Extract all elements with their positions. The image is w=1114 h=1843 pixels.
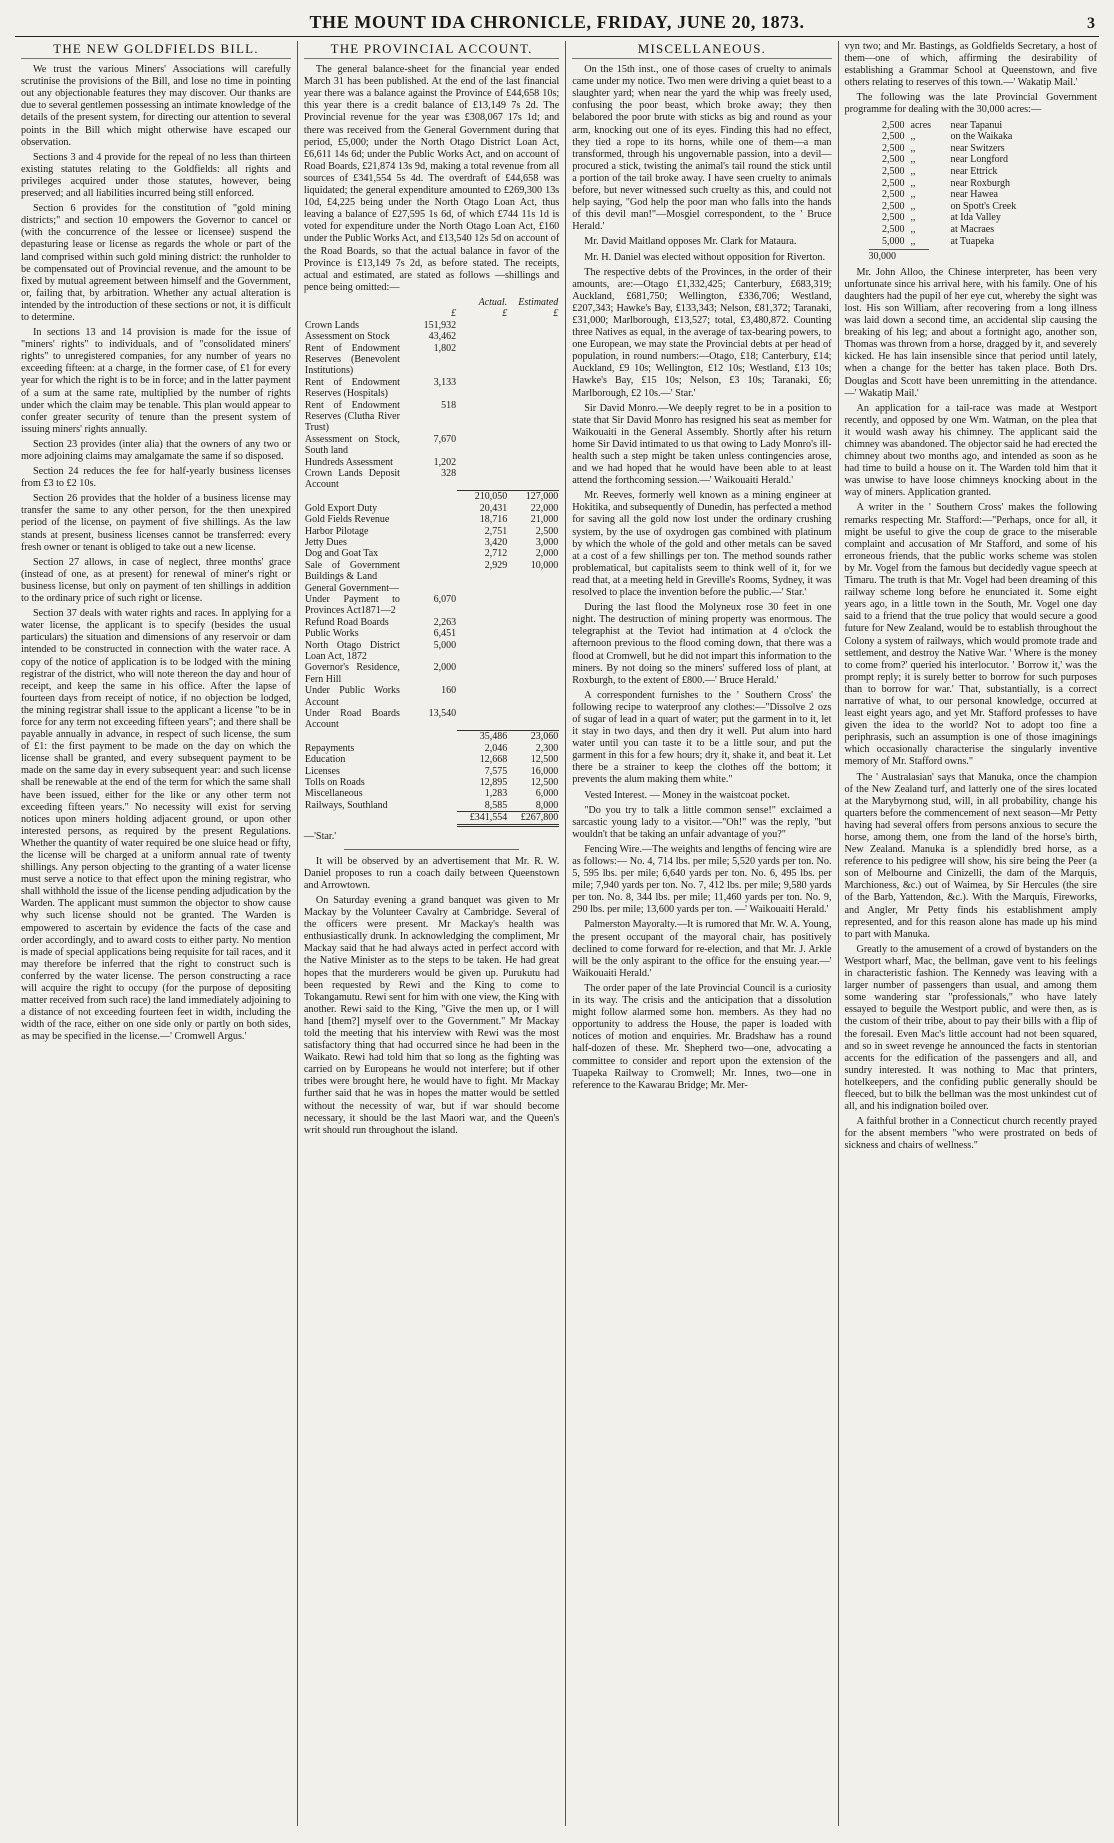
acres-unit: ,, bbox=[910, 165, 916, 177]
account-subvalue: 7,670 bbox=[433, 433, 457, 445]
account-actual: 12,668 bbox=[479, 754, 508, 766]
acres-place: at Ida Valley bbox=[950, 212, 1001, 224]
account-subvalue: 13,540 bbox=[428, 708, 457, 719]
acres-place: near Tapanui bbox=[950, 119, 1003, 131]
account-subvalue: 328 bbox=[441, 467, 457, 479]
subtotal-estimated: 127,000 bbox=[508, 491, 559, 503]
subtotal-actual: 35,486 bbox=[457, 731, 508, 743]
account-item: Rent of Endowment Reserves (Clutha River Trust) bbox=[304, 399, 400, 434]
account-item: Gold Fields Revenue bbox=[304, 514, 390, 526]
acres-unit: ,, bbox=[910, 142, 916, 154]
paragraph: In sections 13 and 14 provision is made for the issue of "miners' rights" to individuals, and of "consolidated miners' rights" to unregistered companies, for any number of years no exceeding fifteen: at a charge, in the former case, of £1 for every year for which the right is to be in force; and in the latter payment of a sum at the same rate, multiplied by the number of rights under which the claim may be tenable. This plan would appear to confer greater security of tenure than the present system of issuing miners' rights annually. bbox=[21, 327, 291, 435]
acres-amount: 2,500 bbox=[882, 212, 905, 224]
acres-unit: ,, bbox=[910, 189, 916, 201]
account-item: Crown Lands bbox=[304, 319, 360, 331]
account-actual: 2,046 bbox=[484, 742, 508, 754]
account-table-body bbox=[304, 297, 559, 825]
acres-row bbox=[869, 120, 1097, 132]
acres-place: on the Waikaka bbox=[950, 131, 1013, 143]
acres-amount: 2,500 bbox=[882, 223, 905, 235]
account-subvalue: 151,932 bbox=[423, 319, 457, 331]
account-item: Dog and Goat Tax bbox=[304, 548, 379, 560]
account-estimated: 10,000 bbox=[530, 559, 559, 571]
account-item: Repayments bbox=[304, 742, 355, 754]
account-row bbox=[304, 788, 559, 799]
account-row bbox=[304, 503, 559, 514]
account-row bbox=[304, 377, 559, 400]
divider bbox=[344, 849, 519, 850]
account-row bbox=[304, 548, 559, 559]
acres-row bbox=[869, 131, 1097, 143]
col-actual: Actual. bbox=[478, 296, 508, 308]
account-item: Education bbox=[304, 754, 346, 766]
paragraph: On Saturday evening a grand banquet was given to Mr Mackay by the Volunteer Cavalry at Cambridge. Several of the officers were present. Mr Mackay's health was enthusiastically drunk. In acknowledging the compliment, Mr Mackay said that he had always acted in perfect accord with the Native Minister as to the steps to be taken. He had great hopes that the murderers would be given up. Purukutu had been requested by Rewi and the King to come to Tokangamutu. Rewi sent for him with one view, the King with another. Rewi said to the King, "Give the men up, or I will hand [them?] myself over to the Government." Mr Mackay told the meeting that his interview with Rewi was the most satisfactory thing that had occurred since he had been in the Waikato. Rewi had told him that so long as the fighting was carried on by Europeans he would not interfere; but if other tribes were brought here, he would have to fight. Mr Mackay further said that he was in hopes the matter would be settled without the necessity of war, but if war should become necessary, it should be the last Maori war, and the Queen's writ should run throughout the island. bbox=[303, 894, 560, 1136]
acres-row bbox=[869, 224, 1097, 236]
account-subvalue: 2,263 bbox=[433, 616, 457, 628]
column-four bbox=[838, 41, 1099, 1826]
account-actual: 7,575 bbox=[484, 765, 508, 777]
account-subtotal-row bbox=[304, 731, 559, 743]
columns bbox=[15, 41, 1099, 1826]
currency-sign: £ bbox=[502, 308, 508, 320]
paragraph: Section 6 provides for the constitution of "gold mining districts;" and section 10 empowers the Governor to cancel or (with the concurrence of the lessee or licensee) suspend the depasturing lease or license as regards the whole or part of the land comprised within such gold mining district: the runholder to be compensated out of Provincial revenue, and the amount to be fixed by mutual agreement between himself and the Government, or, failing that, by arbitration. Whether any actual alteration is intended by the introduction of these sections or not, it is difficult to determine. bbox=[21, 203, 291, 323]
paragraph: The order paper of the late Provincial Council is a curiosity in its way. The crisis and the anticipation that a dissolution might follow alarmed some hon. members. As they had no opportunity to address the House, the paper is loaded with notices of motion and enquiries. Mr. Bradshaw has a round half-dozen of these. Mr. Shepherd two—one, advocating a committee to consider and report upon the extension of the Tuapeka Railway to Cromwell; Mr. Innes, two—one in reference to the Kawarau Bridge; Mr. Mer- bbox=[572, 982, 832, 1091]
account-item: Gold Export Duty bbox=[304, 502, 378, 514]
account-actual: 12,895 bbox=[479, 776, 508, 788]
subtotal-estimated: 23,060 bbox=[508, 731, 559, 743]
paragraph: Mr. H. Daniel was elected without opposition for Riverton. bbox=[584, 251, 826, 263]
currency-sign: £ bbox=[553, 308, 559, 320]
acres-amount: 2,500 bbox=[882, 142, 905, 154]
acres-unit: ,, bbox=[910, 131, 916, 143]
account-subvalue: 1,202 bbox=[433, 456, 457, 468]
account-estimated: 22,000 bbox=[530, 502, 559, 514]
acres-amount: 2,500 bbox=[882, 177, 905, 189]
paragraph: A correspondent furnishes to the ' Southern Cross' the following recipe to waterproof any clothes:—"Dissolve 2 ozs of sugar of lead in a quart of water; put the garment in to it, let it stay in two days, and then dry it well. Put alum into hard water until you can taste it to be a little sour, and put the garment in this for a few hours; dry it, shake it, and beat it. Let there be a strainer to keep the clothes off the bottom; it prevents the alum making them white." bbox=[572, 689, 832, 786]
account-subvalue: 1,802 bbox=[433, 342, 457, 354]
newspaper-title: THE MOUNT IDA CHRONICLE, FRIDAY, JUNE 20, 1873. bbox=[309, 12, 805, 32]
acres-total: 30,000 bbox=[869, 249, 929, 263]
paragraph: Section 23 provides (inter alia) that the owners of any two or more adjoining claims may amalgamate the same if so disposed. bbox=[21, 438, 291, 462]
acres-row bbox=[869, 201, 1097, 213]
paragraph: Section 27 allows, in case of neglect, three months' grace (instead of one, as at present) for renewal of miner's right or business license, but only on payment of ten shillings in addition to the ordinary price of such right or license. bbox=[21, 556, 291, 605]
acres-row bbox=[869, 166, 1097, 178]
subtotal-actual: 210,050 bbox=[457, 491, 508, 503]
grand-total-actual: £341,554 bbox=[457, 812, 508, 825]
paragraph: "Do you try to talk a little common sense!" exclaimed a sarcastic young lady to a visitor.—"Oh!" was the reply, "but wouldn't that be taking an unfair advantage of you?" bbox=[572, 804, 832, 840]
account-subvalue: 160 bbox=[441, 685, 457, 697]
acres-place: near Longford bbox=[950, 154, 1008, 166]
account-estimated: 2,500 bbox=[535, 525, 559, 537]
account-row bbox=[304, 800, 559, 812]
paragraph: Vested Interest. — Money in the waistcoat pocket. bbox=[584, 789, 790, 801]
acres-row bbox=[869, 178, 1097, 190]
newspaper-page bbox=[15, 10, 1099, 1823]
column-miscellaneous bbox=[565, 41, 837, 1826]
account-subvalue: 6,070 bbox=[433, 593, 457, 605]
account-actual: 3,420 bbox=[484, 536, 508, 548]
account-item: Licenses bbox=[304, 765, 340, 777]
account-actual: 20,431 bbox=[479, 502, 508, 514]
account-row bbox=[304, 537, 559, 548]
account-estimated: 2,300 bbox=[535, 742, 559, 754]
account-estimated: 3,000 bbox=[535, 536, 559, 548]
account-item: Under Payment to Provinces Act1871—2 bbox=[304, 593, 400, 617]
account-estimated: 8,000 bbox=[535, 799, 559, 811]
acres-unit: ,, bbox=[910, 177, 916, 189]
paragraph: Section 26 provides that the holder of a business license may transfer the same to any other person, for the then unexpired period of the license, on payment of five shillings. As the law stands at present, business licenses cannot be transferred: every fresh owner or tenant is obliged to take out a new license. bbox=[21, 493, 291, 553]
account-source: —'Star.' bbox=[303, 830, 337, 842]
account-row bbox=[304, 526, 559, 537]
account-actual: 8,585 bbox=[484, 799, 508, 811]
account-row bbox=[304, 662, 559, 685]
account-estimated: 6,000 bbox=[535, 788, 559, 800]
account-item: Refund Road Boards bbox=[304, 616, 389, 628]
account-row bbox=[304, 743, 559, 754]
account-subvalue: 6,451 bbox=[433, 628, 457, 640]
account-item: Railways, Southland bbox=[304, 799, 388, 811]
paragraph: A faithful brother in a Connecticut church recently prayed for the absent members "who were prostrated on beds of sickness and chairs of wellness." bbox=[844, 1116, 1097, 1152]
account-row bbox=[304, 708, 559, 731]
acres-place: near Switzers bbox=[950, 142, 1005, 154]
acres-unit: ,, bbox=[910, 223, 916, 235]
account-item: Public Works bbox=[304, 628, 359, 640]
acres-amount: 2,500 bbox=[882, 189, 905, 201]
paragraph: An application for a tail-race was made at Westport recently, and opposed by one Wm. Watman, on the plea that it would wash away his chimney. The applicant said the chimney was abandoned. The objector said he had erected the chimney about two months ago, and intended as soon as he had time to build a house on it. The Warden told him that it was unwise to have loose chimneys knocking about in the way of miners. Application granted. bbox=[844, 402, 1097, 499]
account-subvalue: 43,462 bbox=[428, 331, 457, 343]
paragraph: Mr. David Maitland opposes Mr. Clark for Mataura. bbox=[584, 236, 797, 248]
account-estimated: 16,000 bbox=[530, 765, 559, 777]
account-row bbox=[304, 457, 559, 468]
account-row bbox=[304, 594, 559, 617]
currency-sign: £ bbox=[451, 308, 457, 320]
account-item: North Otago District Loan Act, 1872 bbox=[304, 639, 400, 662]
account-item: Rent of Endowment Reserves (Benevolent Institutions) bbox=[304, 342, 400, 377]
account-item: Jetty Dues bbox=[304, 536, 347, 548]
acres-place: at Macraes bbox=[950, 223, 995, 235]
paragraph: A writer in the ' Southern Cross' makes the following remarks respecting Mr. Stafford:—"Perhaps, once for all, it might be useful to give the coup de grace to the miserable complaint and accusation of Mr Stafford, and some of his erroneous friends, that the public works scheme was stolen by Mr. Vogel from the famous but decidedly vague speech at Timaru. The truth is that Mr. Vogel had been dreaming of this railway scheme long before he enunciated it. Some eight years ago, in a little town in the South, Mr. Vogel one day said to a friend that the true policy that would secure a good future for New Zealand, would be to establish throughout the Colony a system of railways, which would promote trade and settlement, and destroy the Native War. ' Where is the money to come from?' queried his interlocutor. ' Borrow it,' was the prompt reply; it is surely better to borrow for such purposes than to borrow for war.' That, substantially, is a correct narrative of what, to our personal knowledge, occurred at least eight years ago, and yet Mr. Stafford professes to have given the idea to the world? Not to adopt too fine a periphrasis, such an assumption is one of those imaginings which occasionally characterise the singularly inventive memory of Mr. Stafford owns." bbox=[844, 502, 1097, 768]
account-item: Tolls on Roads bbox=[304, 776, 365, 788]
account-row bbox=[304, 754, 559, 765]
account-group-label: General Government— bbox=[304, 582, 400, 594]
paragraph: vyn two; and Mr. Bastings, as Goldfields Secretary, a host of them—one of which, affirming the desirability of establishing a Grammar School at Queenstown, and five others relating to reserves of this town.—' Wakatip Mail.' bbox=[844, 41, 1097, 89]
paragraph: Section 24 reduces the fee for half-yearly business licenses from £3 to £2 10s. bbox=[21, 466, 291, 490]
account-estimated: 2,000 bbox=[535, 548, 559, 560]
acres-place: on Spott's Creek bbox=[950, 200, 1017, 212]
account-row bbox=[304, 685, 559, 708]
paragraph: During the last flood the Molyneux rose 30 feet in one night. The destruction of mining property was enormous. The telegraphist at the Teviot had intimation at 4 o'clock the afternoon previous to the flood coming down, that there was a flood at Cromwell, but he did not impart this information to the miners. By not doing so the miners' suffered loss of plant, at Roxburgh, to the extent of £800.—' Bruce Herald.' bbox=[572, 602, 832, 686]
account-row bbox=[304, 777, 559, 788]
account-row bbox=[304, 400, 559, 434]
account-item: Harbor Pilotage bbox=[304, 525, 369, 537]
acres-place: at Tuapeka bbox=[950, 235, 995, 247]
account-item: Governor's Residence, Fern Hill bbox=[304, 662, 400, 685]
acres-unit: ,, bbox=[910, 212, 916, 224]
account-item: Under Public Works Account bbox=[304, 685, 400, 708]
paragraph: The following was the late Provincial Government programme for dealing with the 30,000 acres:— bbox=[844, 92, 1097, 116]
acres-unit: ,, bbox=[910, 200, 916, 212]
acres-row bbox=[869, 143, 1097, 155]
article-heading-miscellaneous: MISCELLANEOUS. bbox=[572, 43, 831, 59]
paragraph: Greatly to the amusement of a crowd of bystanders on the Westport wharf, Mac, the bellman, gave vent to his feelings in characteristic fashion. The Kennedy was leaving with a larger number of passengers than usual, and among them some wandering star "professionals," who have lately essayed to beguile the Westport public, and were then, as is the custom of their tribe, about to pay their bills with a flip of the foresail. Even Mac's little account had not been squared, and so in sweet revenge he announced the facts in stentorian accents for the edification of the passengers and all, and sundry interested. It was nothing to Mac that printers, hotelkeepers, and the confiding public generally should be fleeced, but to bilk the bellman was the most unkindest cut of all, and his indignation boiled over. bbox=[844, 943, 1097, 1113]
paragraph: The general balance-sheet for the financial year ended March 31 has been published. At the end of the last financial year there was a balance against the Province of £44,658 10s; this year there is a credit balance of £13,149 7s 2d. The Provincial revenue for the year was £308,067 17s 1d; and there was received from the General Government during that period, £5,000; under the North Otago District Loan Act, £6,611 14s 6d; under the Public Works Act, and on account of Road Boards, £21,874 13s 9d, making a total revenue from all sources of £341,554 5s 4d. The overdraft of £44,658 was liquidated; the general expenditure amounted to £269,300 13s 10d, £4,225 being under the North Otago Loan Act, thus leaving a balance of £27,595 1s 6d, of which £744 11s 1d is voted for expenditure under the North Otago Loan Act, £160 under the Public Works Act, and £13,540 12s 5d on account of the Road Boards, so that the actual balance in favor of the Province is £13,149 7s 2d, as before stated. The receipts, actual and estimated, are stated as follows —shillings and pence being omitted:— bbox=[303, 64, 560, 293]
acres-unit: ,, bbox=[910, 154, 916, 166]
account-item: Rent of Endowment Reserves (Hospitals) bbox=[304, 376, 400, 400]
paragraph: Sections 3 and 4 provide for the repeal of no less than thirteen existing statutes relating to the Goldfields: all rights and privileges acquired under those statutes, however, being preserved; and all liabilities incurred being still enforced. bbox=[21, 151, 291, 200]
paragraph: It will be observed by an advertisement that Mr. R. W. Daniel proposes to run a coach daily between Queenstown and Arrowtown. bbox=[303, 855, 560, 891]
account-row bbox=[304, 320, 559, 331]
account-item: Assessment on Stock, South land bbox=[304, 433, 400, 457]
account-estimated: 12,500 bbox=[530, 754, 559, 766]
paragraph: Fencing Wire.—The weights and lengths of fencing wire are as follows:— No. 4, 714 lbs. per mile; 5,520 yards per ton. No. 5, 595 lbs. per mile; 6,640 yards per ton. No. 6, 495 lbs. per mile; 7,940 yards per ton. No. 7, 412 lbs. per mile; 9,580 yards per ton. No. 8, 344 lbs. per mile; 11,460 yards per ton. No. 9, 290 lbs. per mile; 13,600 yards per ton. —' Waikouaiti Herald.' bbox=[572, 843, 832, 916]
account-total-row bbox=[304, 812, 559, 825]
account-row bbox=[304, 640, 559, 663]
account-row bbox=[304, 343, 559, 377]
masthead bbox=[15, 10, 1099, 37]
account-estimated: 21,000 bbox=[530, 514, 559, 526]
column-goldfields bbox=[15, 41, 297, 1826]
acres-amount: 5,000 bbox=[882, 235, 905, 247]
account-actual: 2,712 bbox=[484, 548, 508, 560]
account-item: Under Road Boards Account bbox=[304, 708, 400, 731]
acres-row bbox=[869, 212, 1097, 224]
paragraph: On the 15th inst., one of those cases of cruelty to animals came under my notice. Two men were driving a quiet beast to a slaughter yard; when near the yard the whip was freely used, confusing the poor beast, which broke away; they then belabored the poor brute with sticks as big and round as your arm, knocking out one of its eyes. Finding this had no effect, they tied a rope to its horns, while one of them—a man transformed, through his ungovernable passion, into a devil—procured a stick, twisting the animal's tail round the stick until a portion of the tail broke away. I have seen cruelty to animals before, but never witnessed such cruelty as this, and could not help saying, "God help the poor man who falls into the hands of this devil man!"—Mosgiel correspondent, to the ' Bruce Herald.' bbox=[572, 64, 832, 233]
account-subvalue: 2,000 bbox=[433, 662, 457, 674]
paragraph: The ' Australasian' says that Manuka, once the champion of the New Zealand turf, and latterly one of the sires located at the Marybyrnong stud, will, in all probability, change his quarters before the commencement of next season—Mr Petty having had several offers from persons anxious to secure the horse, among them, one from the land of the horse's birth, New Zealand. Manuka is a splendidly bred horse, as a reference to his pedigree will show, his sire being the Peer (a son of Melbourne and Cinizelli, the dam of the Marquis, Marchioness, &c.) out of Waimea, by Sir Hercules (the sire of the Barb, Yattendon, &c.). With the Marquis, Fireworks, and Angler, Mr Petty finds his establishment amply represented, and for this reason alone has made up his mind to part with Manuka. bbox=[844, 771, 1097, 940]
article-heading-goldfields: THE NEW GOLDFIELDS BILL. bbox=[21, 43, 291, 59]
acres-amount: 2,500 bbox=[882, 131, 905, 143]
paragraph: Mr. Reeves, formerly well known as a mining engineer at Hokitika, and subsequently of Dunedin, has perfected a method for saving all the gold now lost under the ordinary crushing system, by the use of oxydrogen gas combined with platinum by which the whole of the gold and other metals can be saved at a cost of a few shillings per ton. The method sounds rather problematical, but capitalists seem to think well of it, for we read that, at a meeting held in Greville's Rooms, Sydney, it was resolved to place the invention before the public.—' Star.' bbox=[572, 490, 832, 599]
account-subvalue: 3,133 bbox=[433, 376, 457, 388]
page-number: 3 bbox=[1087, 15, 1095, 32]
account-table bbox=[304, 297, 559, 827]
acres-row bbox=[869, 154, 1097, 166]
col-estimated: Estimated bbox=[518, 296, 559, 308]
column-provincial bbox=[297, 41, 565, 1826]
acres-unit: acres bbox=[910, 119, 932, 131]
account-item: Crown Lands Deposit Account bbox=[304, 467, 400, 491]
account-header-row bbox=[304, 297, 559, 308]
acres-amount: 2,500 bbox=[882, 165, 905, 177]
account-row bbox=[304, 514, 559, 525]
article-heading-provincial: THE PROVINCIAL ACCOUNT. bbox=[304, 43, 559, 59]
paragraph: Sir David Monro.—We deeply regret to be in a position to state that Sir David Monro has resigned his seat as member for Waikouaiti in the General Assembly. Shortly after his return home Sir David intimated to us that owing to Lady Monro's ill-health such a step might be taken unless contingencies arose, and we had hoped that he would have been able to at least attend the forthcoming session.—' Waikouaiti Herald.' bbox=[572, 402, 832, 487]
account-row bbox=[304, 434, 559, 457]
acres-place: near Ettrick bbox=[950, 165, 998, 177]
account-item: Hundreds Assessment bbox=[304, 456, 393, 468]
acres-amount: 2,500 bbox=[882, 119, 905, 131]
acres-amount: 2,500 bbox=[882, 200, 905, 212]
account-actual: 2,751 bbox=[484, 525, 508, 537]
account-subtotal-row bbox=[304, 491, 559, 503]
acres-row bbox=[869, 236, 1097, 248]
account-currency-row bbox=[304, 308, 559, 319]
account-row bbox=[304, 628, 559, 639]
paragraph: We trust the various Miners' Associations will carefully scrutinise the provisions of the Bill, and lose no time in pointing out any objectionable features they may discover. Our thanks are due to several gentlemen possessing an intimate knowledge of the details of the present system, for directing our attention to several points in the Bill which might otherwise have escaped our observation. bbox=[21, 64, 291, 148]
acres-amount: 2,500 bbox=[882, 154, 905, 166]
acres-place: near Roxburgh bbox=[950, 177, 1011, 189]
account-item: Sale of Government Buildings & Land bbox=[304, 559, 400, 583]
paragraph: The respective debts of the Provinces, in the order of their amounts, are:—Otago £1,332,425; Canterbury, £683,319; Auckland, £681,750; Wellington, £336,706; Westland, £207,343; Hawke's Bay, £133,343; Nelson, £81,372; Taranaki, £31,000; Marlborough, £13,527; total, £3,480,872. Counting three Natives as equal, in the average of tax-bearing powers, to one European, we may state the Provincial debts at per head of population, in round numbers:—Otago, £18; Canterbury, £14; Auckland, £9 10s; Wellington, £12 10s; Westland, £13 10s; Hawke's Bay, £15 10s; Nelson, £3 10s; Taranaki, £6; Marlborough, £2 10s.—' Star.' bbox=[572, 266, 832, 399]
account-subvalue: 518 bbox=[441, 399, 457, 411]
account-row bbox=[304, 560, 559, 583]
account-estimated: 12,500 bbox=[530, 776, 559, 788]
account-actual: 18,716 bbox=[479, 514, 508, 526]
account-row bbox=[304, 766, 559, 777]
grand-total-estimated: £267,800 bbox=[508, 812, 559, 825]
account-row bbox=[304, 617, 559, 628]
acres-row bbox=[869, 189, 1097, 201]
acres-unit: ,, bbox=[910, 235, 916, 247]
account-subvalue: 5,000 bbox=[433, 639, 457, 651]
account-row bbox=[304, 331, 559, 342]
account-group-label-row bbox=[304, 583, 559, 594]
account-item: Miscellaneous bbox=[304, 788, 363, 800]
paragraph: Palmerston Mayoralty.—It is rumored that Mr. W. A. Young, the present occupant of the mayoral chair, has positively declined to come forward for re-election, and that Mr. J. Arkle will be the only aspirant to the office for the ensuing year.—' Waikouaiti Herald.' bbox=[572, 919, 832, 979]
paragraph: Section 37 deals with water rights and races. In applying for a water license, the applicant is to specify (besides the usual particulars) the situation and dimensions of any reservoir or dam intended to be constructed in connection with the water race. A copy of the notice of application is to be lodged with the mining registrar of the district, who will note thereon the day and hour of receipt, and keep the same in his office. After the lapse of fourteen days from receipt of notice, if no objection be lodged, the mining registrar shall issue to the applicant a license "to be in force for any term not exceeding fifteen years"; and there shall be payable annually in advance, in respect of such license, the sum of £1: the first payment to be made on the day on which the license shall be granted, and every subsequent payment to be made on the same day in every subsequent year: and such license shall be renewable at the end of the term for which the same shall have been issued, either for the like or any other term not exceeding fifteen years." No necessity will exist for serving notices upon miners holding adjacent ground, or upon other interested persons, as required by the present Regulations. Whether the quantity of water required be one sluice head or fifty, the license will be charged at a uniform annual rate of twenty shillings. Any person objecting to the granting of a water license must serve a notice to that effect upon the mining registrar, who shall withhold the issue of the license pending adjudication by the Warden. The applicant must summon the objector to show cause why such license should not be granted. The Warden is empowered to ascertain by evidence the facts of the case and order accordingly, and to award costs to either party. No mention is made of special applications being requisite for tail races, and it may therefore be inferred that the right to construct such is conferred by the water license. The person constructing a race will acquire the right to occupy (for the purpose of depositing matter received from such race) the land immediately adjoining to a distance of not exceeding fourteen feet in width, including the width of the race, either on one side only or partly on both sides, as may be specified in the license.—' Cromwell Argus.' bbox=[21, 608, 291, 1043]
acres-list bbox=[869, 120, 1097, 263]
account-actual: 1,283 bbox=[484, 788, 508, 800]
account-row bbox=[304, 468, 559, 491]
acres-place: near Hawea bbox=[950, 189, 998, 201]
account-actual: 2,929 bbox=[484, 559, 508, 571]
account-item: Assessment on Stock bbox=[304, 331, 390, 343]
paragraph: Mr. John Alloo, the Chinese interpreter, has been very unfortunate since his arrival here, with his family. One of his daughters had the pupil of her eye cut, whereby the sight was lost. His son William, after recovering from a long illness was laid down a second time, an accidental slip causing the breaking of his leg; and about a fortnight ago, another son, Thomas was thrown from a horse, dragged by it, and severely kicked. He has lain insensible since that period until lately, when a change for the better has taken place. Both Drs. Douglas and Scott have been unremitting in the attendance.—' Wakatip Mail.' bbox=[844, 266, 1097, 399]
